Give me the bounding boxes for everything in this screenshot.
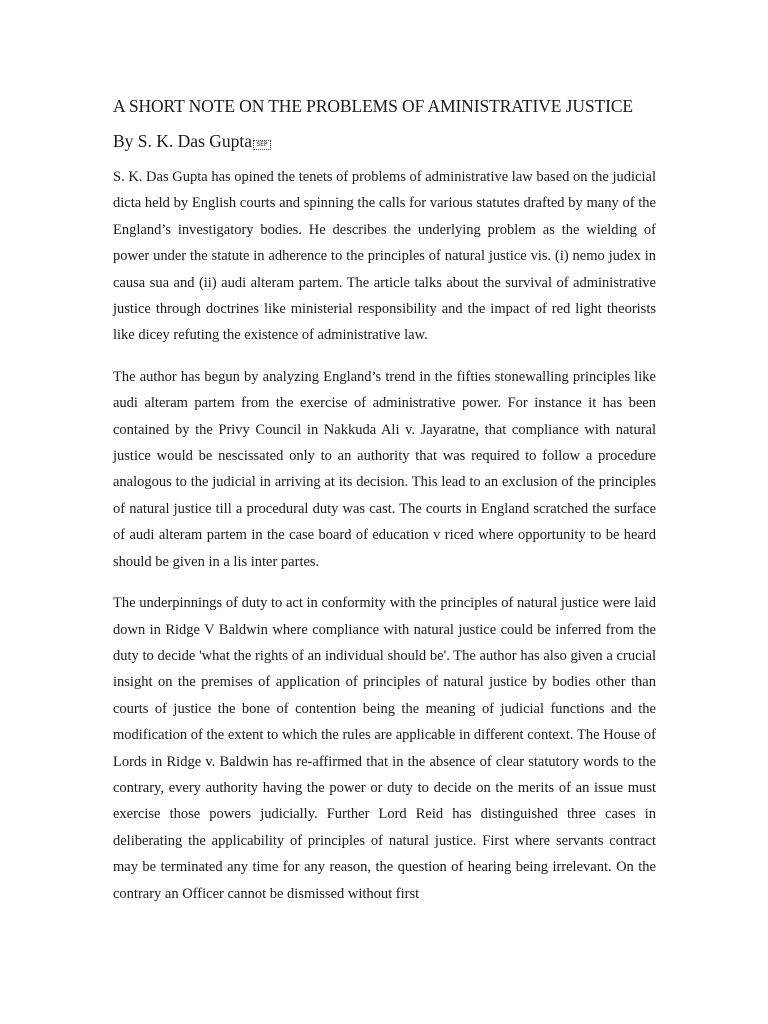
separator-glyph-icon: SEP bbox=[253, 140, 271, 150]
paragraph-3: The underpinnings of duty to act in conformity with the principles of natural justice were laid down in Ridge V Baldwin where compliance with natural justice could be inferred from the duty to decide 'what the rights of an individual should be'. The author has also given a crucial insight on the premises of application of principles of natural justice by bodies other than courts of justice the bone of contention being the meaning of judicial functions and the modification of the extent to which the rules are applicable in different context. The House of Lords in Ridge v. Baldwin has re-affirmed that in the absence of clear statutory words to the contrary, every authority having the power or duty to decide on the merits of an issue must exercise those powers judicially. Further Lord Reid has distinguished three cases in deliberating the applicability of principles of natural justice. First where servants contract may be terminated any time for any reason, the question of hearing being irrelevant. On the contrary an Officer cannot be dismissed without first bbox=[113, 595, 656, 902]
paragraph-1: S. K. Das Gupta has opined the tenets of problems of administrative law based on the judicial dicta held by English courts and spinning the calls for various statutes drafted by many of the England’s investigatory bodies. He describes the underlying problem as the wielding of power under the statute in adherence to the principles of natural justice vis. (i) nemo judex in causa sua and (ii) audi alteram partem. The article talks about the survival of administrative justice through doctrines like ministerial responsibility and the impact of red light theorists like dicey refuting the existence of administrative law. bbox=[113, 169, 656, 344]
author-byline bbox=[113, 131, 656, 152]
author-name: By S. K. Das Gupta bbox=[113, 131, 253, 151]
document-page bbox=[113, 96, 656, 922]
document-title: A SHORT NOTE ON THE PROBLEMS OF AMINISTRATIVE JUSTICE bbox=[113, 96, 633, 116]
paragraph-2: The author has begun by analyzing England’s trend in the fifties stonewalling principles like audi alteram partem from the exercise of administrative power. For instance it has been contained by the Privy Council in Nakkuda Ali v. Jayaratne, that compliance with natural justice would be nescissated only to an authority that was required to follow a procedure analogous to the judicial in arriving at its decision. This lead to an exclusion of the principles of natural justice till a procedural duty was cast. The courts in England scratched the surface of audi alteram partem in the case board of education v riced where opportunity to be heard should be given in a lis inter partes. bbox=[113, 368, 656, 570]
